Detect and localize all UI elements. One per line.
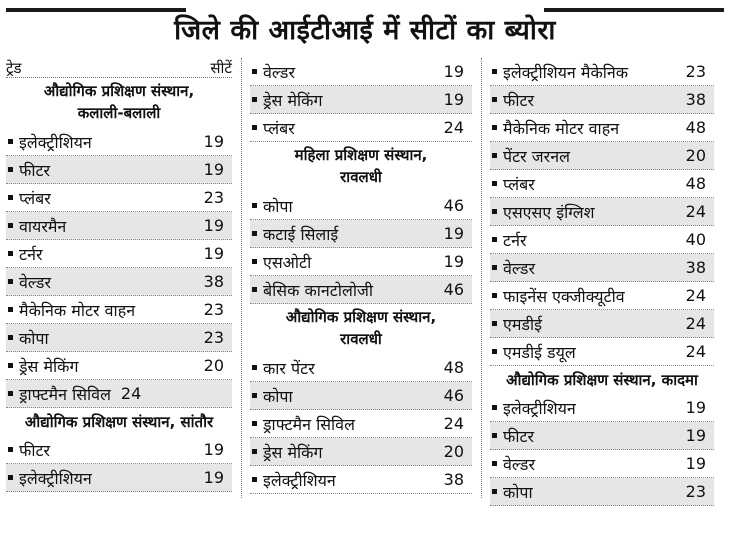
institute-name: औद्योगिक प्रशिक्षण संस्थान, सांतौर: [24, 413, 214, 431]
trade-name: कोपा: [19, 328, 49, 348]
table-row: [490, 142, 714, 170]
table-row: [490, 478, 714, 506]
bullet-icon: [252, 449, 257, 454]
trade-name: फीटर: [19, 160, 51, 180]
bullet-icon: [492, 69, 497, 74]
trade-name: वायरमैन: [19, 216, 67, 236]
bullet-icon: [8, 167, 13, 172]
institute-name: औद्योगिक प्रशिक्षण संस्थान, कादमा: [506, 371, 698, 389]
trade-name: कोपा: [503, 482, 533, 502]
bullet-icon: [8, 447, 13, 452]
trade-list: [250, 58, 472, 142]
trade-name: इलेक्ट्रीशियन: [503, 398, 576, 418]
bullet-icon: [252, 203, 257, 208]
bullet-icon: [252, 477, 257, 482]
seat-count: 38: [203, 272, 224, 291]
bullet-icon: [252, 421, 257, 426]
table-row: [490, 338, 714, 366]
trade-list: [490, 58, 714, 366]
title-banner: [6, 4, 724, 50]
trade-name: ड्रेस मेकिंग: [263, 90, 323, 110]
table-row: [6, 296, 232, 324]
table-row: [250, 248, 472, 276]
trade-header: ट्रेड: [6, 59, 22, 77]
seat-count: 20: [443, 442, 464, 461]
bullet-icon: [8, 335, 13, 340]
seats-header: सीटें: [210, 59, 232, 77]
column-1: [6, 58, 232, 492]
trade-name: इलेक्ट्रीशियन: [19, 468, 92, 488]
seat-count: 23: [203, 328, 224, 347]
column-divider: [481, 58, 482, 498]
seat-count: 23: [203, 188, 224, 207]
seat-count: 24: [685, 202, 706, 221]
bullet-icon: [252, 365, 257, 370]
bullet-icon: [8, 139, 13, 144]
seat-count: 38: [685, 258, 706, 277]
trade-name: एमडीई डयूल: [503, 342, 576, 362]
trade-name: इलेक्ट्रीशियन मैकेनिक: [503, 62, 629, 82]
bullet-icon: [252, 97, 257, 102]
table-row: [250, 114, 472, 142]
bullet-icon: [8, 391, 13, 396]
seat-count: 24: [685, 286, 706, 305]
trade-name: ड्रेस मेकिंग: [263, 442, 323, 462]
table-row: [6, 268, 232, 296]
trade-name: वेल्डर: [19, 272, 52, 292]
table-row: [490, 114, 714, 142]
seat-count: 24: [685, 314, 706, 333]
bullet-icon: [252, 287, 257, 292]
table-row: [490, 198, 714, 226]
bullet-icon: [8, 475, 13, 480]
bullet-icon: [492, 405, 497, 410]
seat-count: 24: [120, 384, 142, 403]
seat-count: 46: [443, 386, 464, 405]
table-row: [6, 212, 232, 240]
trade-name: कोपा: [263, 196, 293, 216]
trade-list: [250, 192, 472, 304]
trade-list: [6, 128, 232, 408]
trade-name: प्लंबर: [263, 118, 295, 138]
seat-count: 48: [443, 358, 464, 377]
table-row: [6, 324, 232, 352]
trade-name: वेल्डर: [503, 258, 536, 278]
institute-heading: [250, 142, 472, 192]
bullet-icon: [492, 153, 497, 158]
table-row: [490, 282, 714, 310]
bullet-icon: [492, 265, 497, 270]
table-row: [490, 86, 714, 114]
table-row: [6, 156, 232, 184]
seat-count: 38: [443, 470, 464, 489]
table-row: [6, 184, 232, 212]
bullet-icon: [492, 433, 497, 438]
table-row: [250, 382, 472, 410]
institute-heading: [490, 366, 714, 394]
table-row: [6, 380, 232, 408]
table-row: [6, 128, 232, 156]
trade-name: प्लंबर: [503, 174, 535, 194]
bullet-icon: [492, 349, 497, 354]
table-row: [250, 58, 472, 86]
trade-name: फीटर: [503, 90, 535, 110]
trade-name: वेल्डर: [503, 454, 536, 474]
table-row: [490, 310, 714, 338]
bullet-icon: [492, 209, 497, 214]
table-row: [250, 276, 472, 304]
bullet-icon: [252, 393, 257, 398]
column-3: [490, 58, 714, 506]
table-row: [490, 58, 714, 86]
seat-count: 23: [685, 482, 706, 501]
bullet-icon: [492, 321, 497, 326]
seat-count: 19: [685, 454, 706, 473]
trade-name: बेसिक कानटोलोजी: [263, 280, 373, 300]
trade-name: ड्रेस मेकिंग: [19, 356, 79, 376]
seat-count: 19: [203, 216, 224, 235]
table-row: [250, 220, 472, 248]
seat-count: 19: [443, 252, 464, 271]
table-row: [250, 410, 472, 438]
trade-name: मैकेनिक मोटर वाहन: [19, 300, 136, 320]
seat-count: 23: [203, 300, 224, 319]
seat-count: 40: [685, 230, 706, 249]
column-divider: [241, 58, 242, 498]
seat-count: 19: [203, 440, 224, 459]
trade-name: एसओटी: [263, 252, 312, 272]
table-row: [250, 192, 472, 220]
trade-name: फीटर: [19, 440, 51, 460]
seat-count: 20: [685, 146, 706, 165]
trade-name: कार पेंटर: [263, 358, 315, 378]
bullet-icon: [252, 231, 257, 236]
trade-name: ड्राफ्टमैन सिविल: [263, 414, 355, 434]
trade-name: इलेक्ट्रीशियन: [19, 132, 92, 152]
seat-count: 19: [203, 132, 224, 151]
institute-name: औद्योगिक प्रशिक्षण संस्थान,: [43, 82, 195, 100]
trade-name: मैकेनिक मोटर वाहन: [503, 118, 620, 138]
institute-heading: [6, 78, 232, 128]
bullet-icon: [8, 363, 13, 368]
bullet-icon: [492, 489, 497, 494]
trade-name: प्लंबर: [19, 188, 51, 208]
trade-name: वेल्डर: [263, 62, 296, 82]
table-row: [250, 86, 472, 114]
bullet-icon: [492, 125, 497, 130]
bullet-icon: [8, 195, 13, 200]
table-row: [250, 466, 472, 494]
seat-count: 23: [685, 62, 706, 81]
seat-count: 19: [203, 244, 224, 263]
trade-name: कटाई सिलाई: [263, 224, 339, 244]
trade-name: पेंटर जरनल: [503, 146, 570, 166]
table-row: [250, 354, 472, 382]
seat-count: 46: [443, 196, 464, 215]
table-row: [6, 240, 232, 268]
trade-name: फीटर: [503, 426, 535, 446]
seat-count: 19: [203, 468, 224, 487]
bullet-icon: [492, 97, 497, 102]
trade-name: एमडीई: [503, 314, 542, 334]
bullet-icon: [252, 69, 257, 74]
table-row: [6, 436, 232, 464]
trade-name: फाइनेंस एक्जीक्यूटीव: [503, 286, 625, 306]
bullet-icon: [8, 307, 13, 312]
institute-location: कलाली-बलाली: [77, 104, 161, 122]
table-row: [490, 450, 714, 478]
trade-name: कोपा: [263, 386, 293, 406]
bullet-icon: [492, 181, 497, 186]
seat-count: 24: [443, 118, 464, 137]
seat-count: 48: [685, 118, 706, 137]
seat-count: 38: [685, 90, 706, 109]
table-row: [250, 438, 472, 466]
seat-count: 19: [443, 90, 464, 109]
institute-heading: [6, 408, 232, 436]
seat-count: 19: [203, 160, 224, 179]
table-row: [490, 226, 714, 254]
seat-count: 19: [443, 62, 464, 81]
page-title: जिले की आईटीआई में सीटों का ब्योरा: [174, 15, 556, 46]
table-row: [6, 352, 232, 380]
table-row: [6, 464, 232, 492]
table-header: [6, 58, 232, 78]
trade-list: [250, 354, 472, 494]
seat-count: 19: [685, 426, 706, 445]
seat-count: 46: [443, 280, 464, 299]
seat-count: 19: [443, 224, 464, 243]
seat-count: 20: [203, 356, 224, 375]
seat-count: 24: [443, 414, 464, 433]
seat-count: 24: [685, 342, 706, 361]
bullet-icon: [492, 461, 497, 466]
trade-name: एसएसए इंग्लिश: [503, 202, 595, 222]
column-2: [250, 58, 472, 494]
bullet-icon: [252, 259, 257, 264]
trade-list: [490, 394, 714, 506]
table-row: [490, 422, 714, 450]
trade-name: ड्राफ्टमैन सिविल: [19, 384, 111, 404]
institute-name: महिला प्रशिक्षण संस्थान,: [294, 146, 428, 164]
table-row: [490, 394, 714, 422]
trade-name: टर्नर: [503, 230, 527, 250]
table-row: [490, 170, 714, 198]
bullet-icon: [492, 237, 497, 242]
institute-heading: [250, 304, 472, 354]
seat-count: 48: [685, 174, 706, 193]
table-row: [490, 254, 714, 282]
bullet-icon: [8, 279, 13, 284]
bullet-icon: [492, 293, 497, 298]
institute-location: रावलधी: [340, 168, 382, 186]
institute-location: रावलधी: [340, 330, 382, 348]
trade-list: [6, 436, 232, 492]
bullet-icon: [8, 223, 13, 228]
trade-name: इलेक्ट्रीशियन: [263, 470, 336, 490]
bullet-icon: [252, 125, 257, 130]
seat-count: 19: [685, 398, 706, 417]
institute-name: औद्योगिक प्रशिक्षण संस्थान,: [285, 308, 437, 326]
trade-name: टर्नर: [19, 244, 43, 264]
bullet-icon: [8, 251, 13, 256]
